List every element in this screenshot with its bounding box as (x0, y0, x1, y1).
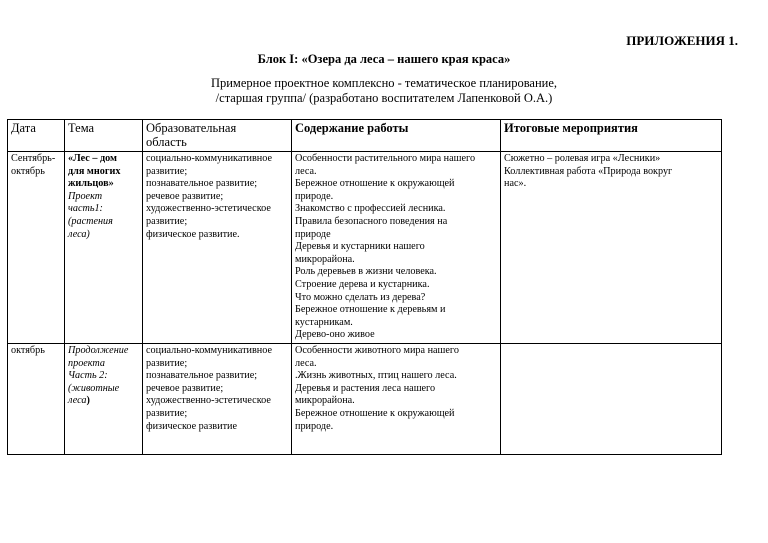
row1-area-line: художественно-эстетическое (146, 203, 271, 215)
row1-content-line: природе. (295, 190, 334, 202)
row2-content-line: микрорайона. (295, 395, 355, 407)
row1-theme-project-line: (растения (68, 215, 113, 227)
row2-area-line: речевое развитие; (146, 382, 224, 394)
block-title (0, 52, 768, 67)
row1-theme-title-line: жильцов» (68, 178, 114, 190)
header-content: Содержание работы (292, 120, 501, 152)
row1-date-line-2: октябрь (11, 165, 45, 177)
appendix-label: ПРИЛОЖЕНИЯ 1. (626, 33, 738, 48)
row1-content-line: Роль деревьев в жизни человека. (295, 266, 437, 278)
header-area (143, 120, 292, 152)
row1-content-line: Деревья и кустарники нашего (295, 241, 425, 253)
row1-theme-project-line: часть1: (68, 203, 103, 215)
row1-content-line: Что можно сделать из дерева? (295, 291, 426, 303)
row2-date-line-1: октябрь (11, 345, 45, 356)
row2-theme-line (68, 395, 139, 408)
row2-area-line: социально-коммуникативное (146, 345, 272, 356)
row2-content-line: Особенности животного мира нашего (295, 345, 459, 356)
row2-content-line: Бережное отношение к окружающей (295, 407, 455, 419)
row2-content (292, 344, 501, 455)
row2-area-line: физическое развитие (146, 420, 237, 432)
row1-content-line: Бережное отношение к деревьям и (295, 304, 446, 316)
row1-theme (65, 152, 143, 344)
row1-content-line: Знакомство с профессией лесника. (295, 203, 446, 215)
row1-date (8, 152, 65, 344)
row1-area-line: познавательное развитие; (146, 178, 258, 190)
row2-theme-line: проекта (68, 357, 106, 369)
subtitle-line-1: Примерное проектное комплексно - тематическое планирование, (210, 76, 558, 90)
row1-content-line: Строение дерева и кустарника. (295, 278, 430, 290)
row1-area (143, 152, 292, 344)
row2-theme-line: Продолжение (68, 345, 129, 356)
row2-theme-line: Часть 2: (68, 370, 108, 382)
header-theme: Тема (65, 120, 143, 152)
row2-theme-line: (животные (68, 382, 120, 394)
row1-content-line: Бережное отношение к окружающей (295, 178, 455, 190)
row1-theme-project-line: леса) (68, 228, 90, 240)
table-row (8, 344, 722, 455)
header-date: Дата (8, 120, 65, 152)
table-header-row (8, 120, 722, 152)
row2-theme-last-word: леса (68, 395, 87, 407)
row2-area (143, 344, 292, 455)
row2-content-line: природе. (295, 420, 334, 432)
block-prefix: Блок I: (257, 52, 302, 66)
subtitle (0, 76, 768, 106)
row2-area-line: художественно-эстетическое (146, 395, 271, 407)
header-final: Итоговые мероприятия (501, 120, 722, 152)
row1-content-line: Дерево-оно живое (295, 329, 375, 341)
row1-final-line: Сюжетно – ролевая игра «Лесники» (504, 153, 661, 164)
row1-content-line: Правила безопасного поведения на (295, 215, 448, 227)
row1-final (501, 152, 722, 344)
row2-area-line: развитие; (146, 407, 188, 419)
row1-area-line: речевое развитие; (146, 190, 224, 202)
row2-final (501, 344, 722, 455)
row1-content (292, 152, 501, 344)
row2-content-line: .Жизнь животных, птиц нашего леса. (295, 370, 457, 382)
header-area-line-1: Образовательная (146, 121, 237, 135)
row1-content-line: природе (295, 228, 331, 240)
subtitle-line-2: /старшая группа/ (разработано воспитателем Лапенковой О.А.) (215, 91, 553, 105)
row2-content-line: Деревья и растения леса нашего (295, 382, 436, 394)
row1-content-line: Особенности растительного мира нашего (295, 153, 476, 164)
planning-table (7, 119, 722, 455)
row2-area-line: познавательное развитие; (146, 370, 258, 382)
row1-area-line: развитие; (146, 215, 188, 227)
table-row (8, 152, 722, 344)
header-area-line-2: область (146, 135, 187, 149)
row1-area-line: развитие; (146, 165, 188, 177)
row1-content-line: леса. (295, 165, 317, 177)
row1-theme-project-line: Проект (68, 190, 103, 202)
row1-theme-title-line: «Лес – дом (68, 153, 117, 164)
row2-theme (65, 344, 143, 455)
block-name: «Озера да леса – нашего края краса» (301, 52, 511, 66)
row2-content-line: леса. (295, 357, 317, 369)
row1-area-line: физическое развитие. (146, 228, 240, 240)
row1-content-line: кустарникам. (295, 316, 353, 328)
row1-final-line: Коллективная работа «Природа вокруг (504, 165, 673, 177)
row1-date-line-1: Сентябрь- (11, 153, 56, 164)
row2-theme-closing-paren: ) (86, 395, 90, 407)
row1-final-line: нас». (504, 178, 527, 190)
row1-theme-title-line: для многих (68, 165, 121, 177)
row1-area-line: социально-коммуникативное (146, 153, 272, 164)
row2-area-line: развитие; (146, 357, 188, 369)
row2-date (8, 344, 65, 455)
row1-content-line: микрорайона. (295, 253, 355, 265)
